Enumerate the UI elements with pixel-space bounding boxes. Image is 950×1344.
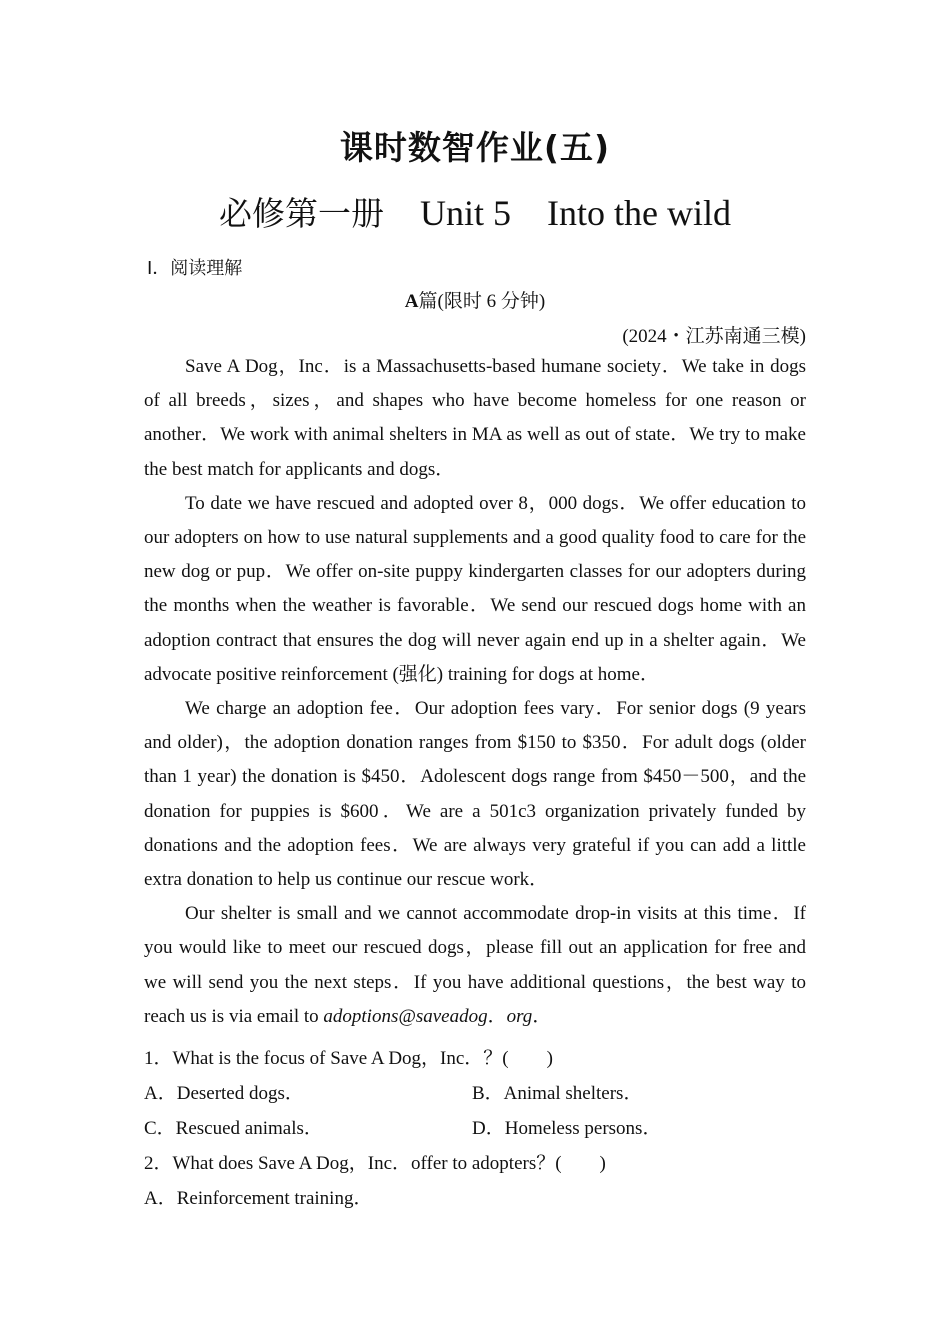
source-note: (2024・江苏南通三模) [622,326,806,347]
passage-paragraph-4 [144,897,806,1034]
question-1-option-b: B．Animal shelters． [472,1083,643,1104]
part-label: A [404,291,419,312]
question-1-stem: 1．What is the focus of Save A Dog，Inc．？( ) [144,1048,553,1069]
question-1-option-a: A．Deserted dogs． [144,1083,304,1104]
subtitle-unit: Unit 5 [420,193,512,233]
question-2-stem: 2．What does Save A Dog，Inc．offer to adopters？( ) [144,1153,606,1174]
paragraph-4-end: ． [532,1005,552,1027]
page-title: 课时数智作业(五) [339,128,611,167]
part-text: 篇(限时 6 分钟) [418,291,546,312]
email-address-part2: org [506,1005,533,1027]
page-subtitle [0,188,950,235]
question-2-option-a: A．Reinforcement training． [144,1188,373,1209]
part-heading [0,286,950,313]
passage-paragraph-3: We charge an adoption fee．Our adoption fees vary．For senior dogs (9 years and older)，the adoption donation ranges from $150 to $350．For adult dogs (older than 1 year) the donation is $450．Adolescent dogs range from $450－500，and the donation for puppies is $600．We are a 501c3 organization privately funded by donations and the adoption fees．We are always very grateful if you can add a little extra donation to help us continue our rescue work． [144,698,806,891]
passage-paragraph-1: Save A Dog，Inc．is a Massachusetts-based humane society．We take in dogs of all breeds，sizes，and shapes who have become homeless for one reason or another．We work with animal shelters in MA as well as out of state．We try to make the best match for applicants and dogs． [144,356,806,480]
email-address-part1: adoptions@saveadog [323,1005,488,1027]
email-separator: ． [487,1005,507,1027]
subtitle-topic: Into the wild [547,193,731,233]
question-1-option-d: D．Homeless persons． [472,1118,662,1139]
paragraph-4-text: Our shelter is small and we cannot accommodate drop-in visits at this time．If you would like to meet our rescued dogs，please fill out an application for free and we will send you the next steps．If you have additional questions，the best way to reach us is via email to [144,903,806,1027]
passage-paragraph-2: To date we have rescued and adopted over 8，000 dogs．We offer education to our adopters on how to use natural supplements and a good quality food to care for the new dog or pup．We offer on-site puppy kindergarten classes for our adopters during the months when the weather is favorable．We send our rescued dogs home with an adoption contract that ensures the dog will never again end up in a shelter again．We advocate positive reinforcement (强化) training for dogs at home． [144,492,806,685]
subtitle-book: 必修第一册 [219,194,384,233]
reading-passage [144,350,806,1034]
question-1-option-c: C．Rescued animals． [144,1118,323,1139]
section-heading: Ⅰ．阅读理解 [147,258,243,279]
